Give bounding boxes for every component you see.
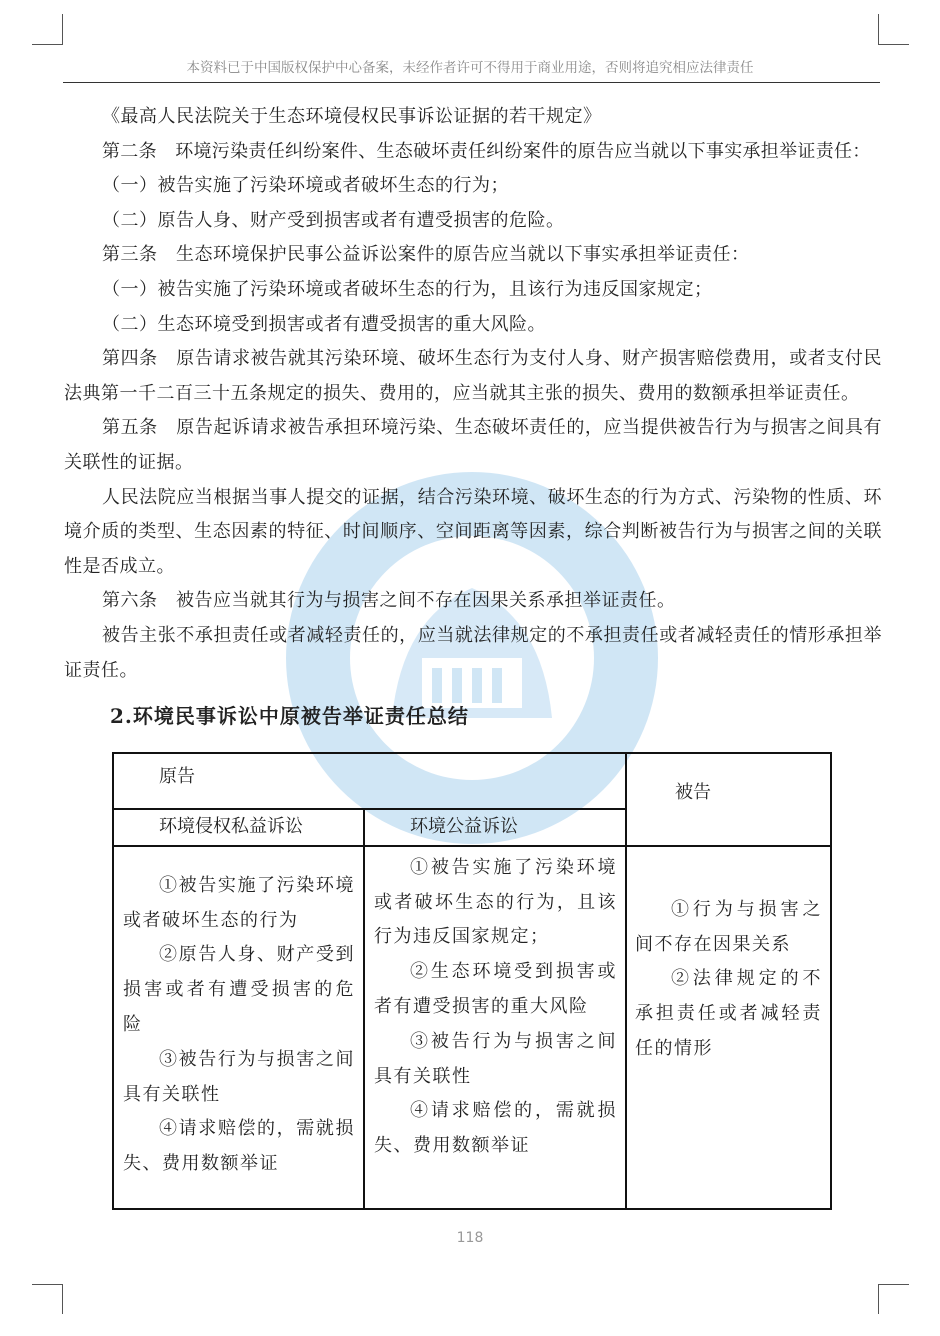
crop-mark-bottom-left-h — [32, 1284, 63, 1285]
crop-mark-bottom-right-h — [878, 1284, 909, 1285]
article-3-item-2: （二）生态环境受到损害或者有遭受损害的重大风险。 — [102, 313, 546, 335]
crop-mark-bottom-left-v — [62, 1284, 63, 1314]
table-list-item: ③被告行为与损害之间具有关联性 — [123, 1048, 355, 1105]
crop-mark-top-right-h — [878, 44, 909, 45]
article-2-item-2: （二）原告人身、财产受到损害或者有遭受损害的危险。 — [102, 209, 565, 231]
article-5: 第五条 原告起诉请求被告承担环境污染、生态破坏责任的，应当提供被告行为与损害之间具有关联性的证据。 — [64, 417, 882, 473]
table-list-item: ①行为与损害之间不存在因果关系 — [635, 898, 822, 955]
defendant-exemption-paragraph: 被告主张不承担责任或者减轻责任的，应当就法律规定的不承担责任或者减轻责任的情形承担举证责任。 — [64, 624, 882, 681]
header-plaintiff: 原告 — [113, 753, 626, 809]
header-defendant: 被告 — [626, 753, 831, 846]
article-3-intro: 第三条 生态环境保护民事公益诉讼案件的原告应当就以下事实承担举证责任： — [102, 244, 750, 266]
table-list-item: ④请求赔偿的，需就损失、费用数额举证 — [123, 1118, 355, 1175]
table-list-item: ②法律规定的不承担责任或者减轻责任的情形 — [635, 968, 822, 1059]
header-public-litigation: 环境公益诉讼 — [364, 809, 626, 846]
article-2-item-1: （一）被告实施了污染环境或者破坏生态的行为； — [102, 175, 509, 197]
crop-mark-top-left-v — [62, 14, 63, 44]
crop-mark-bottom-right-v — [878, 1284, 879, 1314]
table-list-item: ①被告实施了污染环境或者破坏生态的行为 — [123, 874, 355, 931]
article-3-item-1: （一）被告实施了污染环境或者破坏生态的行为，且该行为违反国家规定； — [102, 278, 713, 300]
header-private-litigation: 环境侵权私益诉讼 — [113, 809, 364, 846]
crop-mark-top-right-v — [878, 14, 879, 44]
crop-mark-top-left-h — [32, 44, 63, 45]
table-list-item: ②原告人身、财产受到损害或者有遭受损害的危险 — [123, 944, 355, 1035]
table-list-item: ②生态环境受到损害或者有遭受损害的重大风险 — [374, 961, 617, 1017]
burden-of-proof-table — [112, 752, 832, 1210]
public-litigation-cell — [364, 846, 626, 1209]
table-list-item: ③被告行为与损害之间具有关联性 — [374, 1030, 617, 1087]
table-list-item: ④请求赔偿的，需就损失、费用数额举证 — [374, 1100, 617, 1157]
defendant-cell — [626, 846, 831, 1209]
regulation-title: 《最高人民法院关于生态环境侵权民事诉讼证据的若干规定》 — [102, 106, 602, 127]
table-list-item: ①被告实施了污染环境或者破坏生态的行为，且该行为违反国家规定； — [374, 856, 617, 948]
section-title: 2.环境民事诉讼中原被告举证责任总结 — [110, 704, 469, 728]
article-4: 第四条 原告请求被告就其污染环境、破坏生态行为支付人身、财产损害赔偿费用，或者支付民法典第一千二百三十五条规定的损失、费用的，应当就其主张的损失、费用的数额承担举证责任。 — [64, 348, 882, 404]
copyright-notice: 本资料已于中国版权保护中心备案，未经作者许可不得用于商业用途，否则将追究相应法律责任 — [186, 60, 754, 76]
header-rule — [63, 82, 880, 83]
article-body — [64, 100, 882, 688]
private-litigation-cell — [113, 846, 364, 1209]
court-judgment-paragraph: 人民法院应当根据当事人提交的证据，结合污染环境、破坏生态的行为方式、污染物的性质、环境介质的类型、生态因素的特征、时间顺序、空间距离等因素，综合判断被告行为与损害之间的关联性是否成立。 — [64, 486, 882, 577]
article-2-intro: 第二条 环境污染责任纠纷案件、生态破坏责任纠纷案件的原告应当就以下事实承担举证责任： — [102, 140, 871, 162]
page-number: 118 — [456, 1230, 484, 1246]
article-6: 第六条 被告应当就其行为与损害之间不存在因果关系承担举证责任。 — [102, 590, 676, 612]
